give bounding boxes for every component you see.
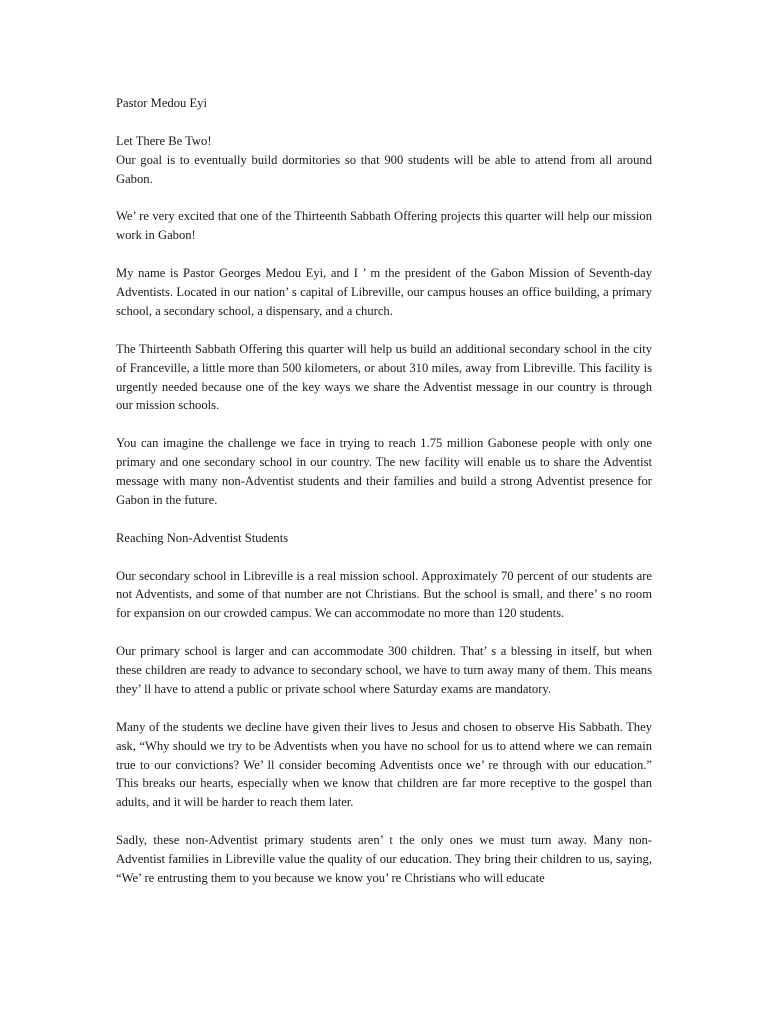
paragraph-9: Sadly, these non-Adventist primary students aren’ t the only ones we must turn away. Many non-Adventist families in Libreville value the quality of our education. They bring their children to us, saying, “We’ re entrusting them to you because we know you’ re Christians who will educate — [116, 833, 652, 885]
section-heading: Reaching Non-Adventist Students — [116, 530, 289, 545]
paragraph-7: Our primary school is larger and can accommodate 300 children. That’ s a blessing in itself, but when these children are ready to advance to secondary school, we have to turn away many of them. This means they’ ll have to attend a public or private school where Saturday exams are mandatory. — [116, 644, 652, 696]
paragraph-1: Our goal is to eventually build dormitories so that 900 students will be able to attend from all around Gabon. — [116, 152, 652, 186]
paragraph-6: Our secondary school in Libreville is a real mission school. Approximately 70 percent of our students are not Adventists, and some of that number are not Christians. But the school is small, and there’ s no room for expansion on our crowded campus. We can accommodate no more than 120 students. — [116, 568, 652, 621]
paragraph-4: The Thirteenth Sabbath Offering this quarter will help us build an additional secondary school in the city of Franceville, a little more than 500 kilometers, or about 310 miles, away from Libreville. This facility is urgently needed because one of the key ways we share the Adventist message in our country is through our mission schools. — [116, 341, 652, 413]
paragraph-8: Many of the students we decline have given their lives to Jesus and chosen to observe His Sabbath. They ask, “Why should we try to be Adventists when you have no school for us to attend where we can remain true to our convictions? We’ ll consider becoming Adventists once we’ re through with our education.” This breaks our hearts, especially when we know that children are far more receptive to the gospel than adults, and it will be harder to reach them later. — [116, 719, 652, 810]
paragraph-2: We’ re very excited that one of the Thirteenth Sabbath Offering projects this quarter will help our mission work in Gabon! — [116, 209, 652, 243]
paragraph-5: You can imagine the challenge we face in trying to reach 1.75 million Gabonese people with only one primary and one secondary school in our country. The new facility will enable us to share the Adventist message with many non-Adventist students and their families and build a strong Adventist presence for Gabon in the future. — [116, 436, 652, 507]
paragraph-3: My name is Pastor Georges Medou Eyi, and I ’ m the president of the Gabon Mission of Seventh-day Adventists. Located in our nation’ s capital of Libreville, our campus houses an office building, a primary school, a secondary school, a dispensary, and a church. — [116, 266, 652, 318]
document-page — [116, 94, 652, 907]
document-title: Let There Be Two! — [116, 133, 212, 148]
author-line: Pastor Medou Eyi — [116, 96, 207, 110]
